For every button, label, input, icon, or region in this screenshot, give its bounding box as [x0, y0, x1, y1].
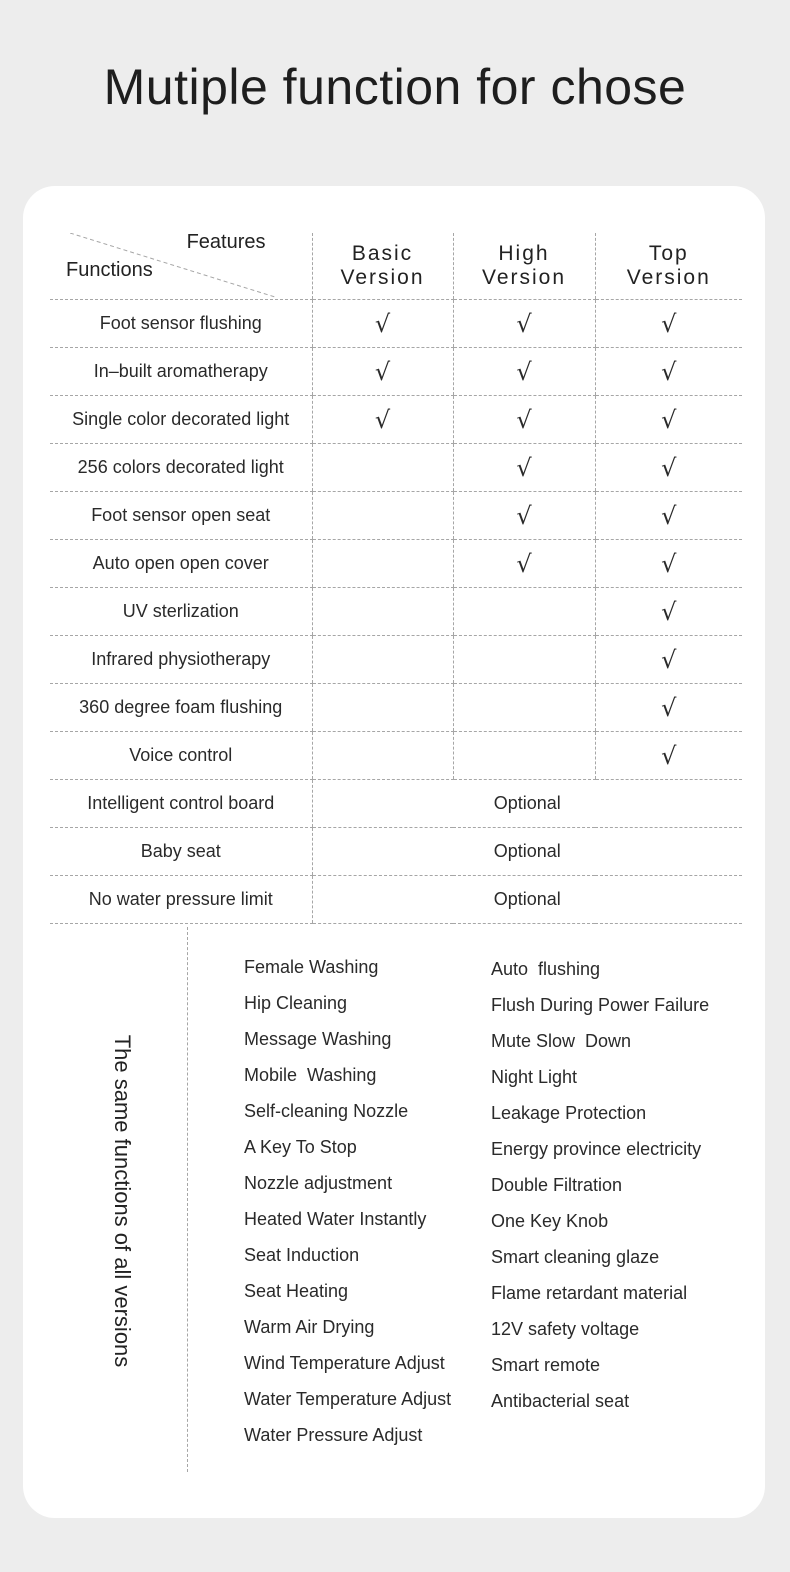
- common-functions-right-list: [491, 959, 709, 1427]
- functions-label: Functions: [66, 259, 153, 281]
- optional-row: [50, 876, 742, 924]
- feature-name: No water pressure limit: [50, 876, 312, 924]
- high-version-cell: [453, 540, 595, 588]
- check-mark-icon: √: [661, 405, 677, 434]
- common-function-item: Self-cleaning Nozzle: [244, 1101, 409, 1121]
- check-mark-icon: √: [661, 549, 677, 578]
- feature-row: [50, 684, 742, 732]
- basic-version-cell: [312, 492, 453, 540]
- common-function-item: Antibacterial seat: [491, 1391, 630, 1411]
- high-version-cell: [453, 396, 595, 444]
- top-version-line2: Version: [626, 266, 711, 289]
- common-function-item: Mobile Washing: [244, 1065, 377, 1085]
- table-header-row: [50, 233, 742, 300]
- top-version-cell: [595, 396, 742, 444]
- common-function-item: A Key To Stop: [244, 1137, 357, 1157]
- check-mark-icon: √: [516, 549, 532, 578]
- basic-version-cell: [312, 348, 453, 396]
- check-mark-icon: √: [661, 453, 677, 482]
- common-functions-title: The same functions of all versions: [110, 1034, 135, 1368]
- feature-name: In–built aromatherapy: [50, 348, 312, 396]
- feature-name: Single color decorated light: [50, 396, 312, 444]
- common-functions-left-list: [244, 957, 451, 1461]
- comparison-table: [50, 233, 742, 924]
- header-high-version: [453, 233, 595, 300]
- feature-name: Voice control: [50, 732, 312, 780]
- header-top-version: [595, 233, 742, 300]
- check-mark-icon: √: [374, 405, 391, 434]
- common-function-item: Auto flushing: [491, 959, 601, 979]
- top-version-cell: [595, 300, 742, 348]
- feature-name: Infrared physiotherapy: [50, 636, 312, 684]
- optional-value: Optional: [312, 876, 742, 924]
- feature-row: [50, 540, 742, 588]
- common-functions-section: [50, 927, 742, 1472]
- check-mark-icon: √: [516, 405, 532, 434]
- high-version-cell: [453, 636, 595, 684]
- feature-row: [50, 300, 742, 348]
- feature-name: Intelligent control board: [50, 780, 312, 828]
- top-version-cell: [595, 348, 742, 396]
- check-mark-icon: √: [516, 453, 532, 482]
- top-version-cell: [595, 636, 742, 684]
- page-title: Mutiple function for chose: [103, 59, 687, 115]
- common-functions-title-wrap: [105, 927, 139, 1472]
- check-mark-icon: √: [374, 309, 391, 338]
- common-function-item: Warm Air Drying: [244, 1317, 375, 1337]
- common-function-item: Smart remote: [491, 1355, 601, 1375]
- top-version-cell: [595, 444, 742, 492]
- common-function-item: Energy province electricity: [491, 1139, 702, 1159]
- basic-version-cell: [312, 636, 453, 684]
- feature-name: 360 degree foam flushing: [50, 684, 312, 732]
- common-function-item: Nozzle adjustment: [244, 1173, 393, 1193]
- feature-row: [50, 492, 742, 540]
- feature-name: 256 colors decorated light: [50, 444, 312, 492]
- check-mark-icon: √: [516, 501, 532, 530]
- basic-version-cell: [312, 732, 453, 780]
- check-mark-icon: √: [661, 645, 677, 674]
- optional-row: [50, 780, 742, 828]
- common-function-item: Mute Slow Down: [491, 1031, 632, 1051]
- common-functions-divider: [187, 927, 188, 1472]
- high-version-cell: [453, 732, 595, 780]
- high-version-cell: [453, 492, 595, 540]
- common-function-item: Flush During Power Failure: [491, 995, 710, 1015]
- top-version-cell: [595, 732, 742, 780]
- common-function-item: Hip Cleaning: [244, 993, 348, 1013]
- feature-row: [50, 588, 742, 636]
- feature-row: [50, 396, 742, 444]
- feature-name: Foot sensor open seat: [50, 492, 312, 540]
- feature-name: Auto open open cover: [50, 540, 312, 588]
- check-mark-icon: √: [661, 741, 677, 770]
- optional-value: Optional: [312, 780, 742, 828]
- check-mark-icon: √: [661, 693, 677, 722]
- basic-version-cell: [312, 396, 453, 444]
- top-version-cell: [595, 588, 742, 636]
- check-mark-icon: √: [374, 357, 391, 386]
- common-function-item: Smart cleaning glaze: [491, 1247, 660, 1267]
- high-version-cell: [453, 348, 595, 396]
- top-version-cell: [595, 684, 742, 732]
- feature-row: [50, 732, 742, 780]
- feature-row: [50, 444, 742, 492]
- features-label: Features: [186, 231, 266, 253]
- check-mark-icon: √: [661, 357, 677, 386]
- common-function-item: Night Light: [491, 1067, 578, 1087]
- basic-version-line1: Basic: [351, 242, 414, 265]
- high-version-cell: [453, 684, 595, 732]
- check-mark-icon: √: [516, 357, 532, 386]
- high-version-line2: Version: [481, 266, 567, 289]
- check-mark-icon: √: [661, 597, 677, 626]
- feature-name: Foot sensor flushing: [50, 300, 312, 348]
- feature-row: [50, 636, 742, 684]
- common-function-item: Heated Water Instantly: [244, 1209, 427, 1229]
- header-basic-version: [312, 233, 453, 300]
- common-function-item: 12V safety voltage: [491, 1319, 640, 1339]
- optional-row: [50, 828, 742, 876]
- common-function-item: Message Washing: [244, 1029, 392, 1049]
- common-function-item: Double Filtration: [491, 1175, 623, 1195]
- comparison-table-wrap: [50, 233, 742, 924]
- basic-version-cell: [312, 300, 453, 348]
- common-function-item: Water Pressure Adjust: [244, 1425, 423, 1445]
- common-function-item: Water Temperature Adjust: [244, 1389, 452, 1409]
- common-function-item: Female Washing: [244, 957, 379, 977]
- check-mark-icon: √: [516, 309, 532, 338]
- high-version-cell: [453, 444, 595, 492]
- top-version-cell: [595, 540, 742, 588]
- common-function-item: Flame retardant material: [491, 1283, 688, 1303]
- common-function-item: One Key Knob: [491, 1211, 609, 1231]
- basic-version-line2: Version: [340, 266, 425, 289]
- basic-version-cell: [312, 588, 453, 636]
- common-function-item: Wind Temperature Adjust: [244, 1353, 445, 1373]
- basic-version-cell: [312, 540, 453, 588]
- comparison-card: [23, 186, 765, 1518]
- common-function-item: Seat Induction: [244, 1245, 360, 1265]
- optional-value: Optional: [312, 828, 742, 876]
- high-version-cell: [453, 588, 595, 636]
- high-version-line1: High: [498, 242, 550, 265]
- feature-row: [50, 348, 742, 396]
- basic-version-cell: [312, 684, 453, 732]
- basic-version-cell: [312, 444, 453, 492]
- common-function-item: Seat Heating: [244, 1281, 349, 1301]
- common-function-item: Leakage Protection: [491, 1103, 647, 1123]
- top-version-line1: Top: [648, 242, 689, 265]
- feature-name: Baby seat: [50, 828, 312, 876]
- top-version-cell: [595, 492, 742, 540]
- header-corner-cell: [50, 233, 312, 300]
- check-mark-icon: √: [661, 501, 677, 530]
- high-version-cell: [453, 300, 595, 348]
- check-mark-icon: √: [661, 309, 677, 338]
- feature-name: UV sterlization: [50, 588, 312, 636]
